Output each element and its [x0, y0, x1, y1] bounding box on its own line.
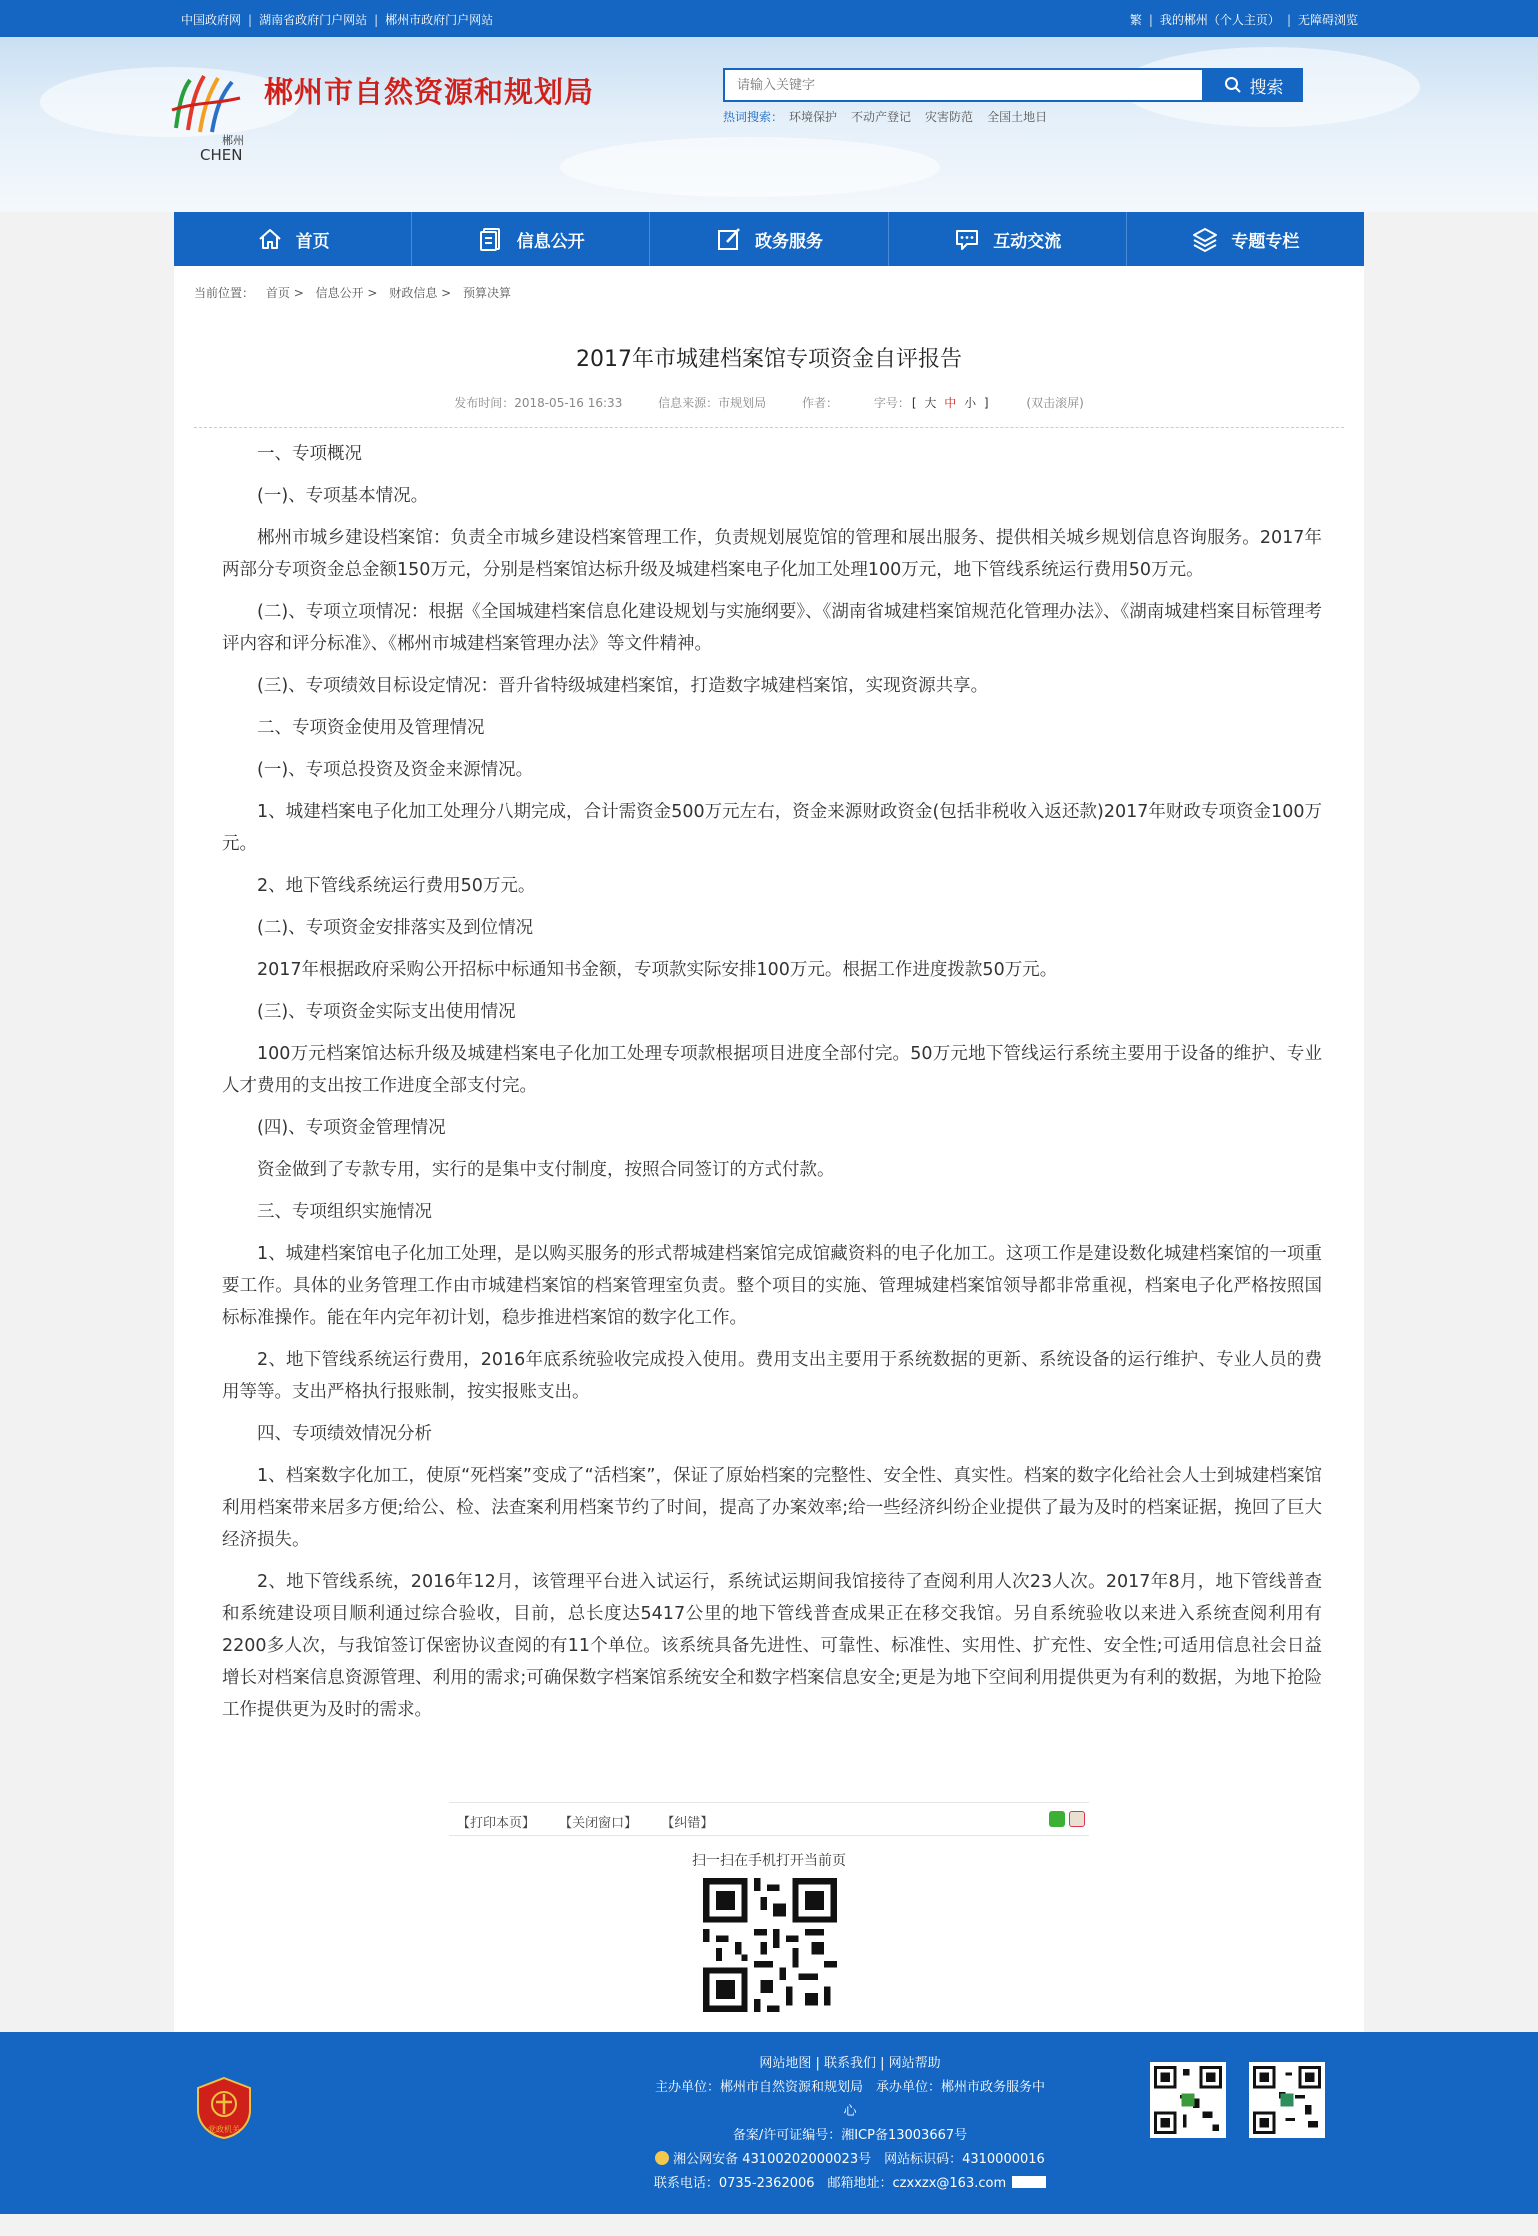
font-size-close-bracket: ]	[983, 396, 989, 410]
site-title: 郴州市自然资源和规划局	[264, 75, 595, 109]
footer-qr-code-2	[1249, 2062, 1325, 2138]
hot-word-2[interactable]: 不动产登记	[851, 110, 912, 124]
footer-sponsor: 主办单位：郴州市自然资源和规划局 承办单位：郴州市政务服务中	[654, 2080, 1045, 2095]
footer-contact	[640, 2172, 1060, 2196]
font-size-large[interactable]: 大	[924, 396, 937, 410]
article-meta	[194, 394, 1344, 428]
nav-item-interaction[interactable]	[889, 212, 1127, 266]
main-nav	[174, 212, 1364, 266]
edit-icon	[715, 225, 743, 253]
footer-links[interactable]: 网站地图 | 联系我们 | 网站帮助	[759, 2056, 941, 2071]
close-window-button[interactable]: 【关闭窗口】	[559, 1816, 638, 1831]
font-size-label: 字号：	[873, 396, 910, 410]
font-size-control	[874, 396, 991, 410]
font-size-medium[interactable]: 中	[944, 396, 957, 410]
police-badge-icon	[655, 2151, 669, 2165]
paragraph: 四、专项绩效情况分析	[257, 1424, 432, 1444]
hot-words-label: 热词搜索：	[723, 110, 784, 124]
paragraph: (四)、专项资金管理情况	[257, 1118, 446, 1138]
footer-qr-code-1	[1150, 2062, 1226, 2138]
footer-police[interactable]	[640, 2148, 1060, 2172]
nav-label-special: 专题专栏	[1231, 231, 1300, 252]
footer-info	[640, 2052, 1060, 2196]
site-footer	[0, 2032, 1538, 2214]
paragraph: (一)、专项总投资及资金来源情况。	[257, 760, 534, 780]
font-size-open-bracket: [	[911, 396, 917, 410]
footer-police-text: 湘公网安备 43100202000023号 网站标识码：4310000016	[673, 2152, 1045, 2167]
nav-item-gov-service[interactable]	[650, 212, 888, 266]
footer-contact-text: 联系电话：0735-2362006 邮箱地址：czxxzx@163.com	[653, 2176, 1007, 2191]
breadcrumb-separator: >	[441, 286, 452, 300]
scan-hint: 扫一扫在手机打开当前页	[692, 1853, 846, 1869]
top-bar	[0, 0, 1538, 37]
nav-label-interaction: 互动交流	[993, 231, 1062, 252]
paragraph: 2、地下管线系统运行费用50万元。	[257, 876, 536, 896]
breadcrumb-budget[interactable]: 预算决算	[463, 286, 512, 300]
accessibility-link[interactable]: 无障碍浏览	[1297, 13, 1358, 27]
paragraph: (三)、专项绩效目标设定情况：晋升省特级城建档案馆，打造数字城建档案馆，实现资源共享。	[257, 676, 989, 696]
site-logo[interactable]	[166, 58, 256, 166]
search-button[interactable]	[1204, 68, 1303, 102]
svg-text:CHEN: CHEN	[200, 146, 243, 164]
personal-homepage-link[interactable]: 我的郴州（个人主页）	[1159, 13, 1280, 27]
article-body	[222, 438, 1322, 1736]
paragraph: 100万元档案馆达标升级及城建档案电子化加工处理专项款根据项目进度全部付完。50万元地下管线运行系统主要用于设备的维护、专业人才费用的支出按工作进度全部支付完。	[222, 1044, 1322, 1096]
breadcrumb-separator: >	[367, 286, 378, 300]
document-icon	[477, 225, 505, 253]
article-title: 2017年市城建档案馆专项资金自评报告	[576, 347, 962, 372]
search-icon	[1224, 76, 1242, 94]
breadcrumb-prefix: 当前位置：	[194, 286, 255, 300]
svg-text:郴州: 郴州	[222, 134, 244, 147]
paragraph: 郴州市城乡建设档案馆：负责全市城乡建设档案管理工作，负责规划展览馆的管理和展出服务、提供相关城乡规划信息咨询服务。2017年两部分专项资金总金额150万元，分别是档案馆达标升级及城建档案电子化加工处理100万元，地下管线系统运行费用50万元。	[222, 528, 1322, 580]
search-button-label: 搜索	[1249, 77, 1284, 98]
breadcrumb-home[interactable]: 首页	[265, 286, 290, 300]
weibo-share-icon[interactable]	[1069, 1811, 1085, 1827]
home-icon	[256, 225, 284, 253]
double-click-scroll[interactable]: (双击滚屏)	[1026, 396, 1084, 410]
top-link-hunan[interactable]: 湖南省政府门户网站	[259, 13, 368, 27]
party-gov-badge[interactable]	[196, 2076, 252, 2140]
paragraph: 2、地下管线系统运行费用，2016年底系统验收完成投入使用。费用支出主要用于系统数据的更新、系统设备的运行维护、专业人员的费用等等。支出严格执行报账制，按实报账支出。	[222, 1350, 1322, 1402]
content-panel	[174, 266, 1364, 2032]
paragraph: 三、专项组织实施情况	[257, 1202, 432, 1222]
layers-icon	[1191, 225, 1219, 253]
nav-item-special[interactable]	[1127, 212, 1364, 266]
paragraph: (三)、专项资金实际支出使用情况	[257, 1002, 516, 1022]
paragraph: 2017年根据政府采购公开招标中标通知书金额，专项款实际安排100万元。根据工作进度拨款50万元。	[257, 960, 1058, 980]
top-link-gov-cn[interactable]: 中国政府网	[181, 13, 242, 27]
breadcrumb-finance[interactable]: 财政信息	[389, 286, 438, 300]
paragraph: 1、城建档案馆电子化加工处理，是以购买服务的形式帮城建档案馆完成馆藏资料的电子化加工。这项工作是建设数化城建档案馆的一项重要工作。具体的业务管理工作由市城建档案馆的档案管理室负责。整个项目的实施、管理城建档案馆领导都非常重视，档案电子化严格按照国标标准操作。能在年内完年初计划，稳步推进档案馆的数字化工作。	[222, 1244, 1322, 1328]
paragraph: (一)、专项基本情况。	[257, 486, 429, 506]
bottom-strip	[0, 2214, 1538, 2236]
svg-text:党政机关: 党政机关	[208, 2125, 240, 2134]
correction-button[interactable]: 【纠错】	[661, 1816, 714, 1831]
paragraph: (二)、专项立项情况：根据《全国城建档案信息化建设规划与实施纲要》、《湖南省城建档案馆规范化管理办法》、《湖南城建档案目标管理考评内容和评分标准》、《郴州市城建档案管理办法》等文件精神。	[222, 602, 1322, 654]
wechat-share-icon[interactable]	[1049, 1811, 1065, 1827]
chat-icon	[953, 225, 981, 253]
print-button[interactable]: 【打印本页】	[457, 1816, 536, 1831]
hot-word-4[interactable]: 全国土地日	[987, 110, 1048, 124]
search-input[interactable]	[725, 70, 1202, 100]
article-source: 信息来源：市规划局	[658, 396, 767, 410]
publish-time: 发布时间：2018-05-16 16:33	[454, 396, 623, 410]
nav-label-home: 首页	[295, 231, 330, 252]
contact-badge-icon	[1012, 2176, 1046, 2188]
share-buttons	[1049, 1811, 1085, 1827]
hot-word-3[interactable]: 灾害防范	[925, 110, 974, 124]
font-size-small[interactable]: 小	[964, 396, 977, 410]
breadcrumb	[194, 284, 511, 301]
paragraph: 2、地下管线系统，2016年12月，该管理平台进入试运行，系统试运期间我馆接待了查阅利用人次23人次。2017年8月，地下管线普查和系统建设项目顺利通过综合验收，目前，总长度达5417公里的地下管线普查成果正在移交我馆。另自系统验收以来进入系统查阅利用有2200多人次，与我馆签订保密协议查阅的有11个单位。该系统具备先进性、可靠性、标准性、实用性、扩充性、安全性;可适用信息社会日益增长对档案信息资源管理、利用的需求;可确保数字档案馆系统安全和数字档案信息安全;更是为地下空间利用提供更为有利的数据，为地下抢险工作提供更为及时的需求。	[222, 1572, 1322, 1720]
page-qr-code	[703, 1878, 837, 2012]
paragraph: 1、档案数字化加工，使原“死档案”变成了“活档案”，保证了原始档案的完整性、安全性、真实性。档案的数字化给社会人士到城建档案馆利用档案带来居多方便;给公、检、法查案利用档案节约了时间，提高了办案效率;给一些经济纠纷企业提供了最为及时的档案证据，挽回了巨大经济损失。	[222, 1466, 1322, 1550]
footer-icp[interactable]: 备案/许可证编号：湘ICP备13003667号	[732, 2128, 968, 2143]
nav-label-gov-service: 政务服务	[755, 231, 823, 252]
paragraph: (二)、专项资金安排落实及到位情况	[257, 918, 534, 938]
paragraph: 一、专项概况	[257, 444, 362, 464]
breadcrumb-info-public[interactable]: 信息公开	[315, 286, 364, 300]
paragraph: 1、城建档案电子化加工处理分八期完成，合计需资金500万元左右，资金来源财政资金(包括非税收入返还款)2017年财政专项资金100万元。	[222, 802, 1322, 854]
search-box	[723, 68, 1204, 102]
paragraph: 二、专项资金使用及管理情况	[257, 718, 485, 738]
nav-item-info-public[interactable]	[412, 212, 650, 266]
article-author: 作者：	[802, 396, 839, 410]
top-links-right: 繁 | 我的郴州（个人主页） | 无障碍浏览	[1129, 13, 1358, 27]
top-links-left: 中国政府网 | 湖南省政府门户网站 | 郴州市政府门户网站	[181, 13, 494, 27]
breadcrumb-separator: >	[293, 286, 304, 300]
article-tools	[449, 1802, 1089, 1836]
nav-label-info-public: 信息公开	[516, 231, 585, 252]
paragraph: 资金做到了专款专用，实行的是集中支付制度，按照合同签订的方式付款。	[257, 1160, 835, 1180]
footer-sponsor-cont: 心	[843, 2104, 857, 2119]
nav-item-home[interactable]	[174, 212, 412, 266]
top-link-chenzhou[interactable]: 郴州市政府门户网站	[385, 13, 494, 27]
traditional-chinese-link[interactable]: 繁	[1129, 13, 1142, 27]
hot-words	[723, 108, 1061, 125]
hot-word-1[interactable]: 环境保护	[789, 110, 838, 124]
